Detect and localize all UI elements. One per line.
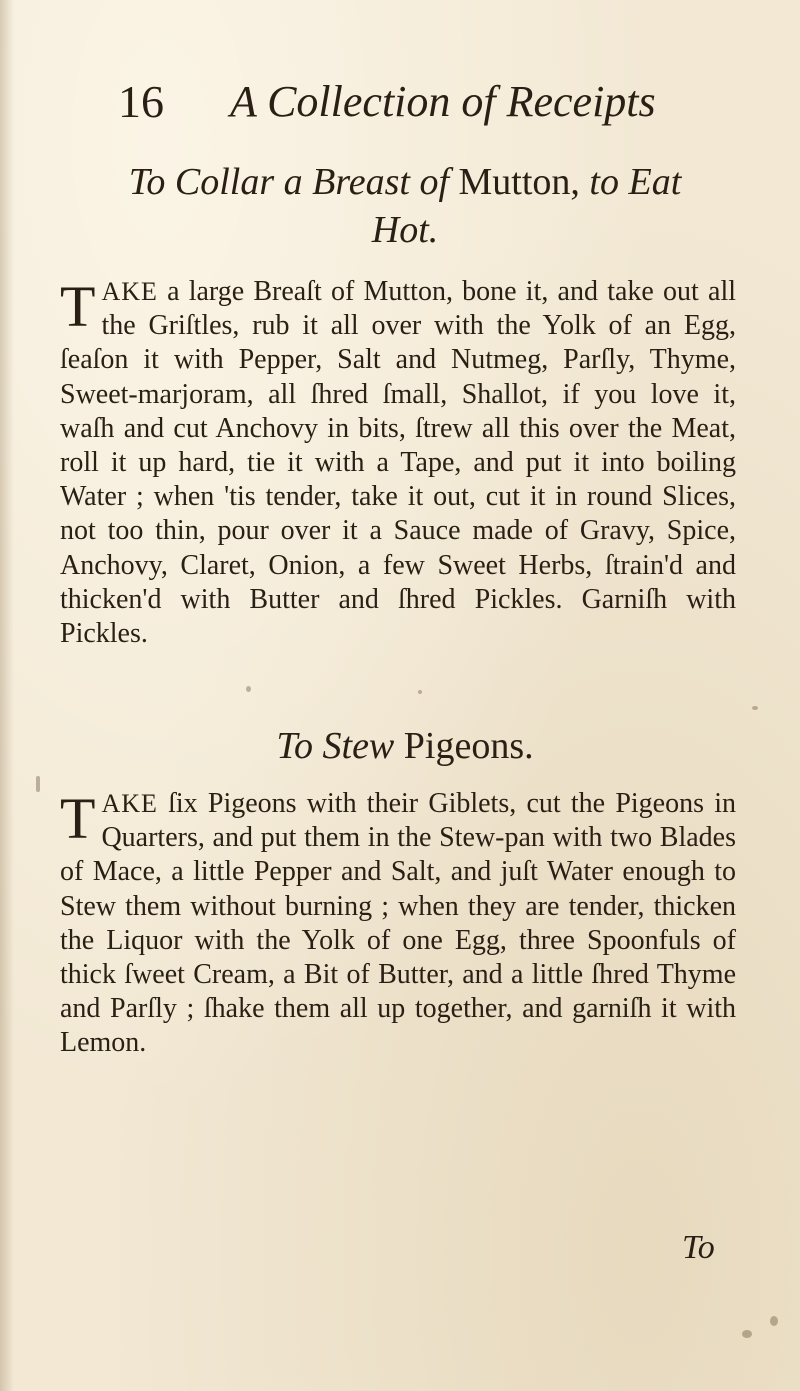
first-word: AKE [101, 277, 158, 306]
catchword: To [682, 1229, 715, 1266]
recipe-title-stew-pigeons [60, 722, 750, 770]
recipe-body-collar-mutton [60, 275, 736, 651]
recipe-title-main: Mutton, [458, 161, 580, 203]
recipe-title-line2: Hot. [371, 209, 439, 251]
paper-speck [36, 776, 40, 792]
recipe-title-main: Pigeons. [403, 725, 534, 767]
paper-speck [752, 706, 758, 710]
paper-speck [418, 690, 422, 694]
paper-speck [742, 1330, 752, 1338]
recipe-body-stew-pigeons [60, 787, 736, 1061]
page-number: 16 [118, 76, 164, 127]
first-word: AKE [101, 789, 158, 818]
recipe-text: ſix Pigeons with their Giblets, cut the Pigeons in Quarters, and put them in the Stew-pan with two Blades of Mace, a little Pepper and Salt, and juſt Water enough to Stew them without burning ; when they are tender, thicken the Liquor with the Yolk of one Egg, three Spoonfuls of thick ſweet Cream, a Bit of Butter, and a little ſhred Thyme and Parſly ; ſhake them all up together, and garniſh it with Lemon. [60, 788, 737, 1059]
running-head [118, 72, 678, 132]
recipe-text: a large Breaſt of Mutton, bone it, and take out all the Griſtles, rub it all over with the Yolk of an Egg, ſeaſon it with Pepper, Salt and Nutmeg, Parſly, Thyme, Sweet-marjoram, all ſhred ſmall, Shallot, if you love it, waſh and cut Anchovy in bits, ſtrew all this over the Meat, roll it up hard, tie it with a Tape, and put it into boiling Water ; when 'tis tender, take it out, cut it in round Slices, not too thin, pour over it a Sauce made of Gravy, Spice, Anchovy, Claret, Onion, a few Sweet Herbs, ſtrain'd and thicken'd with Butter and ſhred Pickles. Garniſh with Pickles. [60, 276, 736, 650]
drop-cap: T [60, 786, 96, 851]
recipe-title-prefix: To Collar a Breast of [128, 161, 450, 203]
paper-speck [246, 686, 251, 692]
page-gutter-shadow [0, 0, 14, 1391]
paper-speck [770, 1316, 778, 1326]
running-title: A Collection of Receipts [230, 77, 656, 126]
recipe-title-prefix: To Stew [276, 725, 395, 767]
drop-cap: T [60, 274, 96, 339]
recipe-title-suffix: to Eat [589, 161, 682, 203]
recipe-title-collar-mutton [60, 158, 750, 254]
